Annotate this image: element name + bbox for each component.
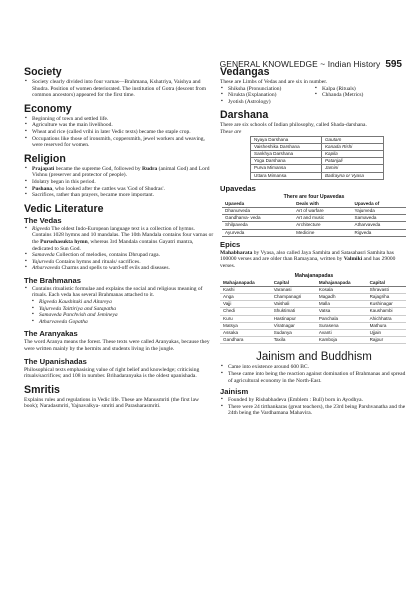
header-title: GENERAL KNOWLEDGE ~ Indian History xyxy=(219,59,381,69)
smritis-text: Explains rules and regulations in Vedic life. These are Manusmriti (the first law book); Naradasmriti, Yajnavalkya- smriti and Parasharasmriti. xyxy=(24,396,199,410)
list-item: ▪ Society clearly divided into four varnas—Brahmana, Kshatriya, Vaishya and Shudra. Position of women deteriorated. The institution of Gotra (descent from common ancestors) appeared for the first time. xyxy=(25,79,207,99)
darshana-intro: There are six schools of Indian philosophy, called Shada-darshana. xyxy=(220,122,367,129)
jainism-list xyxy=(220,397,408,417)
table-row: Kashi Varanasi Kosala Shravasti xyxy=(220,286,406,293)
religion-heading: Religion xyxy=(24,152,66,165)
list-item: ▪ Contains ritualistic formulae and explains the social and religious meaning of rituals. Each veda has several Brahmanas attached to it. xyxy=(25,285,203,299)
religion-list xyxy=(24,166,214,199)
list-item: ▪ Occupations like those of ironsmith, coppersmith, jewel workers and weaving, were reserved for women. xyxy=(25,135,205,149)
vedas-list xyxy=(24,226,214,272)
table-row: Assaka Sudanya Avanti Ujjain xyxy=(220,330,406,337)
table-row: Gandharva- veda Art and music Samaveda xyxy=(222,215,406,222)
list-item: ▪ Rigveda The oldest Indo-European language text is a collection of hymns. Contains 1028 hymns and 10 mandalas. The 10th Mandala contains four varnas or the Purushasukta hymn, whereas 3rd Mandala contains Gayatri mantra, dedicated to Sun God. xyxy=(25,225,214,252)
upanishadas-subheading: The Upanishadas xyxy=(24,356,87,366)
vedangas-list-2 xyxy=(314,86,408,106)
table-row: Ayurveda Medicine Rigveda xyxy=(222,229,406,236)
mahajanapadas-caption: Mahajanapadas xyxy=(294,272,334,279)
list-item: ▪ Beginning of town and settled life. xyxy=(25,115,109,122)
aranyakas-text: The word Aranya means the forest. These texts were called Aranyakas, because they were written mainly by the hermits and students living in the jungle. xyxy=(24,339,210,353)
list-item: ▪ There were 24 tirthankaras (great teachers), the 23rd being Parshvanatha and the 24th being the Vardhamana Mahavira. xyxy=(221,403,406,417)
list-item: ▪ Rigveda Kaushitaki and Aitareya xyxy=(32,299,112,306)
table-header-row: Mahajanapada Capital Mahajanapada Capital xyxy=(220,280,406,287)
brahmanas-list xyxy=(24,286,214,299)
darshana-these-are: These are xyxy=(220,128,242,135)
table-header-row: Upaveda Deals with Upaveda of xyxy=(222,201,406,208)
list-item: ▪ Wheat and rice (called vrihi in later Vedic texts) became the staple crop. xyxy=(25,128,191,135)
vedangas-list-1 xyxy=(220,86,314,106)
jainism-buddhism-list xyxy=(220,364,408,384)
table-row: Matsya Viratnagar Surasena Mathura xyxy=(220,322,406,329)
list-item: ▪ Yajurveda Taittiriya and Satapatha xyxy=(32,305,117,312)
table-row: Vajji Vaishali Malla Kushinagar xyxy=(220,301,406,308)
list-item: ▪ Atharvaveda Charms and spells to ward-off evils and diseases. xyxy=(25,265,170,272)
list-item: ▪ Idolatry began in this period. xyxy=(25,178,96,185)
mahajanapadas-table xyxy=(220,280,406,345)
society-heading: Society xyxy=(24,66,62,78)
upavedas-table xyxy=(222,201,406,237)
brahmanas-sublist xyxy=(24,299,214,325)
table-row: Sankhya Darshana Kapila xyxy=(251,150,384,157)
list-item: ▪ Jyotish (Astrology) xyxy=(221,98,271,105)
brahmanas-subheading: The Brahmanas xyxy=(24,275,81,285)
vedangas-heading: Vedangas xyxy=(220,66,270,78)
table-row: Nyaya Darshana Gautam xyxy=(251,136,384,143)
smritis-heading: Smritis xyxy=(24,383,60,396)
list-item: ▪ These came into being the reaction against domination of Brahmanas and spread of agricultural economy in the North-East. xyxy=(221,371,406,384)
list-item: ▪ Prajapati became the supreme God, followed by Rudra (animal God) and Lord Vishnu (preserver and protector of people). xyxy=(25,165,210,179)
list-item: ▪ Samaveda Collection of melodies, contains Dhrupad raga. xyxy=(25,252,160,259)
table-row: Chedi Shuktimati Vatsa Kaushambi xyxy=(220,308,406,315)
right-column xyxy=(220,66,408,417)
economy-heading: Economy xyxy=(24,102,72,115)
list-item: ▪ Agriculture was the main livelihood. xyxy=(25,122,113,129)
list-item: ▪ Sacrifices, rather than prayers, became more important. xyxy=(25,192,155,199)
list-item: ▪ Nirukta (Explanation) xyxy=(221,92,277,99)
vedangas-lists xyxy=(220,86,408,106)
left-column xyxy=(24,66,214,410)
list-item: ▪ Chhanda (Metrics) xyxy=(315,92,364,99)
list-item: ▪ Atharvaveda Gopatha xyxy=(32,318,88,325)
jainism-heading: Jainism xyxy=(220,387,249,397)
list-item: ▪ Founded by Rishabhadeva (Emblem : Bull) born in Ayodhya. xyxy=(221,397,363,404)
upavedas-heading: Upavedas xyxy=(220,183,256,193)
table-row: Vaisheshika Darshana Kanada Rishi xyxy=(251,143,384,150)
list-item: ▪ Kalpa (Rituals) xyxy=(315,85,356,92)
table-row: Yoga Darshana Patanjali xyxy=(251,158,384,165)
table-row: Dhanurveda Art of warfare Yajurveda xyxy=(222,207,406,214)
table-row: Kuru Hastinapur Panchala Ahichhatra xyxy=(220,315,406,322)
table-row: Shilpaveda Architecture Atharvaveda xyxy=(222,222,406,229)
list-item: ▪ Came into existence around 600 BC. xyxy=(221,364,309,371)
table-row: Anga Champanagri Magadh Rajagriha xyxy=(220,293,406,300)
table-row: Uttara Mimansa Badrayna or Vyasa xyxy=(251,172,384,179)
jainism-buddhism-heading: Jainism and Buddhism xyxy=(256,351,372,364)
page-number: 595 xyxy=(385,59,402,70)
aranyakas-subheading: The Aranyakas xyxy=(24,329,78,339)
list-item: ▪ Shiksha (Pronunciation) xyxy=(221,85,282,92)
epics-text: Mahabharata by Vyasa, also called Jaya Samhita and Satasahasri Samhita has 100000 verses and are older than Ramayana, written by Valmiki and has 29000 verses. xyxy=(220,249,396,269)
epics-heading: Epics xyxy=(220,239,241,249)
upanishadas-text: Philosophical texts emphasising value of right belief and knowledge; criticising rituals/sacrifices; and 108 in number. Brihadaranyaka is the oldest upanishada. xyxy=(24,366,200,380)
vedic-literature-heading: Vedic Literature xyxy=(24,202,104,215)
table-row: Purva Mimansa Jamini xyxy=(251,165,384,172)
upavedas-caption: There are four Upavedas xyxy=(283,193,345,200)
economy-list xyxy=(24,116,214,149)
darshana-heading: Darshana xyxy=(220,109,269,122)
list-item: ▪ Yajurveda Contains hymns and rituals/ sacrifices. xyxy=(25,258,141,265)
vedas-subheading: The Vedas xyxy=(24,215,62,225)
vedangas-intro: These are Limbs of Vedas and are six in number. xyxy=(220,79,328,85)
list-item: ▪ Pushana, who looked after the cattles was 'God of Shudras'. xyxy=(25,185,165,192)
darshana-table xyxy=(250,136,384,180)
table-row: Gandhara Taxila Kamboja Rajpur xyxy=(220,337,406,344)
list-item: ▪ Samaveda Panchvish and Jemineya xyxy=(32,312,118,319)
society-list xyxy=(24,79,214,99)
